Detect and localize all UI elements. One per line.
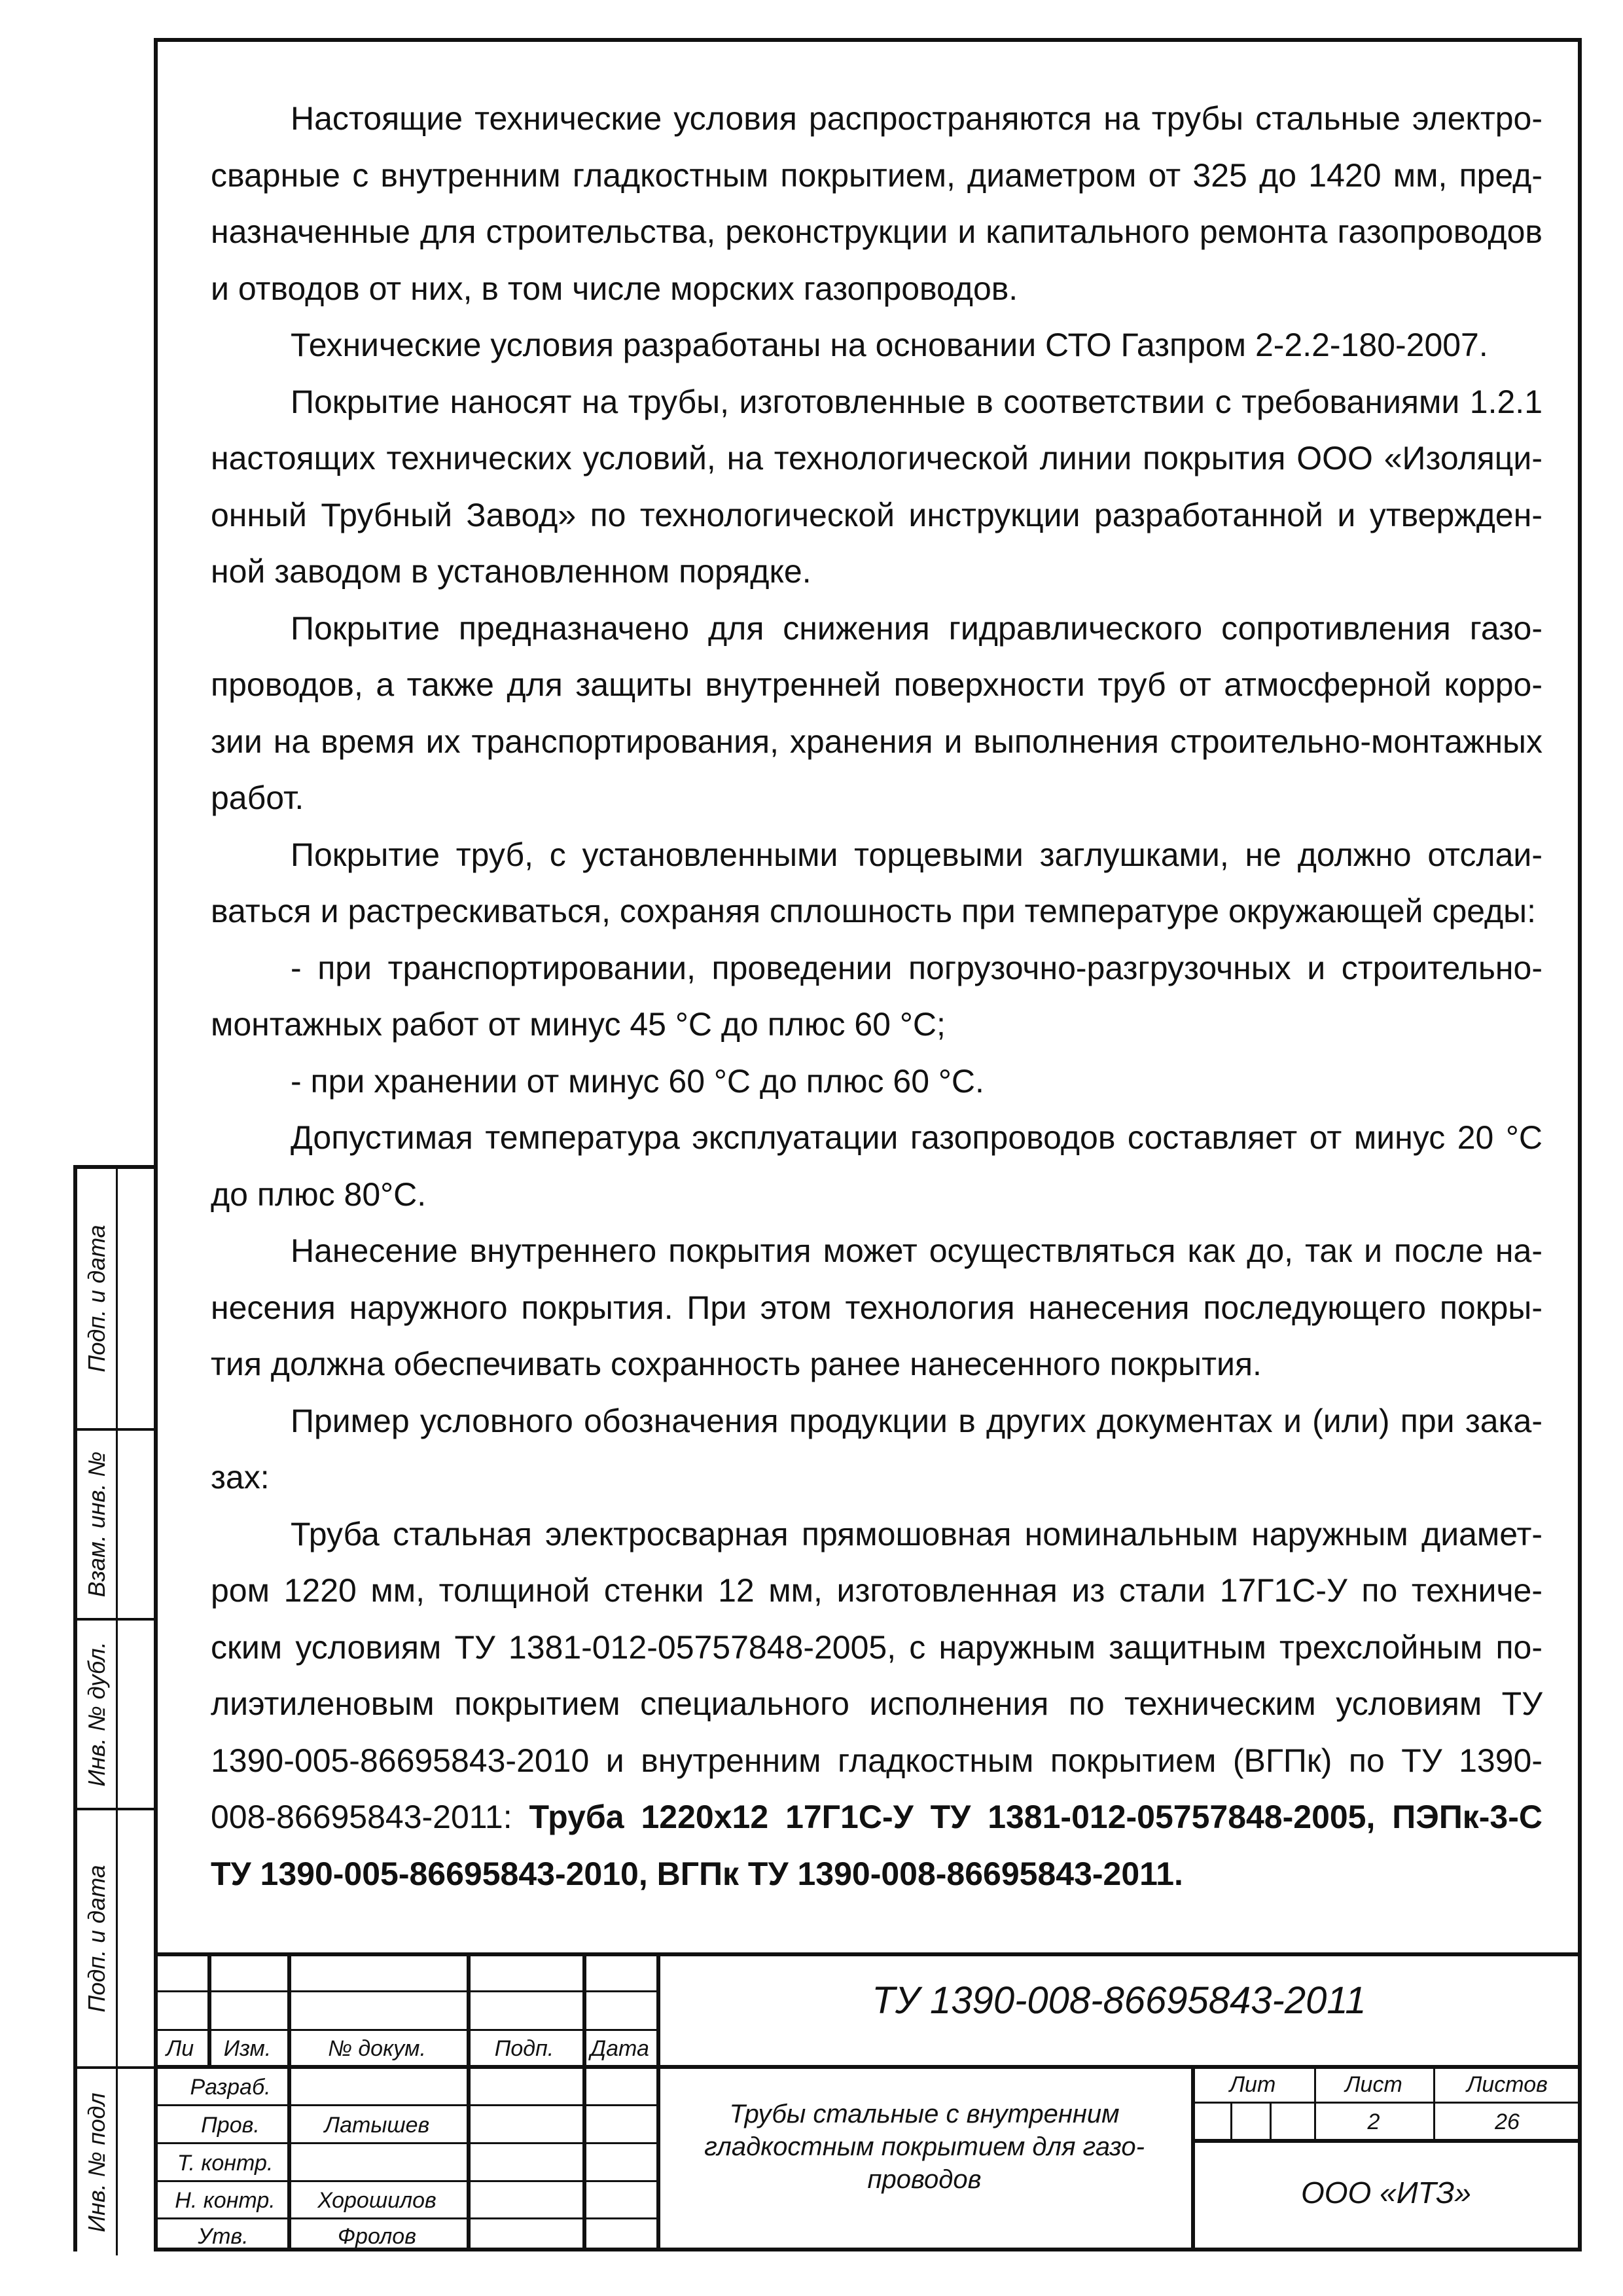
title-line: Трубы стальные с внутренним xyxy=(729,2100,1120,2128)
role-tech-control: Т. контр. xyxy=(177,2151,274,2176)
title-line: проводов xyxy=(867,2165,982,2194)
role-developer: Разраб. xyxy=(190,2075,271,2100)
sheets-count: 26 xyxy=(1495,2109,1520,2134)
name-approver: Фролов xyxy=(338,2224,416,2249)
side-cell-replacement-inv xyxy=(77,1431,154,1621)
side-label: Подп. и дата xyxy=(82,1864,110,2013)
organization: ООО «ИТЗ» xyxy=(1300,2176,1472,2210)
side-label: Подп. и дата xyxy=(82,1225,110,1372)
title-block xyxy=(154,1952,1582,2251)
designation-example-paragraph xyxy=(211,1506,1543,1903)
sheets-label: Листов xyxy=(1467,2072,1548,2097)
paragraph: Покрытие предназначено для снижения гидравлического сопротивления газо-проводов, а также для защиты внутренней поверхности труб от атмосферной корро-зии на время их транспортирования, хранения и выполнения строительно-монтажных работ. xyxy=(211,609,1543,816)
paragraph: Технические условия разработаны на основании СТО Газпром 2-2.2-180-2007. xyxy=(291,327,1488,363)
name-norm-control: Хорошилов xyxy=(317,2188,437,2213)
side-cell-sign-date xyxy=(77,1169,154,1431)
paragraph: - при транспортировании, проведении погрузочно-разгрузочных и строительно-монтажных работ от минус 45 °С до плюс 60 °С; xyxy=(211,949,1543,1043)
paragraph: Пример условного обозначения продукции в других документах и (или) при зака-зах: xyxy=(211,1402,1543,1496)
side-cell-duplicate-inv xyxy=(77,1621,154,1810)
side-cell-original-inv xyxy=(77,2069,154,2255)
header-col-change: Ли xyxy=(166,2036,194,2061)
side-cell-sign-date-2 xyxy=(77,1810,154,2069)
paragraph: Нанесение внутреннего покрытия может осуществляться как до, так и после на-несения наружного покрытия. При этом технология нанесения последующего покры-тия должна обеспечивать сохранность ранее нанесенного покрытия. xyxy=(211,1232,1543,1382)
role-approver: Утв. xyxy=(198,2224,249,2249)
document-code: ТУ 1390-008-86695843-2011 xyxy=(872,1979,1366,2022)
paragraph: Допустимая температура эксплуатации газопроводов составляет от минус 20 °С до плюс 80°С. xyxy=(211,1119,1543,1213)
designation-code: Труба 1220х12 17Г1С-У ТУ 1381-012-05757848-2005, ПЭПк-3-С ТУ 1390-005-86695843-2010, ВГПк ТУ 1390-008-86695843-2011. xyxy=(211,1799,1543,1892)
designation-text: Труба стальная электросварная прямошовная номинальным наружным диамет-ром 1220 мм, толщиной стенки 12 мм, изготовленная из стали 17Г1С-У по техниче-ским условиям ТУ 1381-012-05757848-2005, с наружным защитным трехслойным по-лиэтиленовым покрытием специального исполнения по техническим условиям ТУ 1390-005-86695843-2010 и внутренним гладкостным покрытием (ВГПк) по ТУ 1390-008-86695843-2011: xyxy=(211,1515,1543,1835)
paragraph: Покрытие труб, с установленными торцевыми заглушками, не должно отслаи-ваться и растрескиваться, сохраняя сплошность при температуре окружающей среды: xyxy=(211,836,1543,929)
header-col-date: Дата xyxy=(590,2036,649,2061)
side-stamp-column xyxy=(73,1165,154,2251)
document-body xyxy=(211,90,1543,1902)
side-label: Взам. инв. № xyxy=(82,1451,110,1598)
header-col-doc-no: № докум. xyxy=(328,2036,426,2061)
title-line: гладкостным покрытием для газо- xyxy=(704,2132,1145,2161)
document-title xyxy=(661,2098,1188,2196)
lit-label: Лит xyxy=(1229,2072,1276,2097)
role-checker: Пров. xyxy=(201,2113,260,2138)
side-label: Инв. № дубл. xyxy=(82,1641,110,1787)
role-norm-control: Н. контр. xyxy=(175,2188,276,2213)
side-label: Инв. № подл xyxy=(82,2092,110,2233)
header-col-signature: Подп. xyxy=(494,2036,554,2061)
sheet-label: Лист xyxy=(1345,2072,1402,2097)
name-checker: Латышев xyxy=(324,2113,430,2138)
paragraph: Покрытие наносят на трубы, изготовленные в соответствии с требованиями 1.2.1 настоящих технических условий, на технологической линии покрытия ООО «Изоляци-онный Трубный Завод» по технологической инструкции разработанной и утвержден-ной заводом в установленном порядке. xyxy=(211,383,1543,590)
paragraph: - при хранении от минус 60 °С до плюс 60 °С. xyxy=(291,1062,984,1100)
paragraph: Настоящие технические условия распространяются на трубы стальные электро-сварные с внутренним гладкостным покрытием, диаметром от 325 до 1420 мм, пред-назначенные для строительства, реконструкции и капитального ремонта газопроводов и отводов от них, в том числе морских газопроводов. xyxy=(211,100,1543,307)
header-col-change-no: Изм. xyxy=(223,2036,272,2061)
sheet-number: 2 xyxy=(1367,2109,1380,2134)
